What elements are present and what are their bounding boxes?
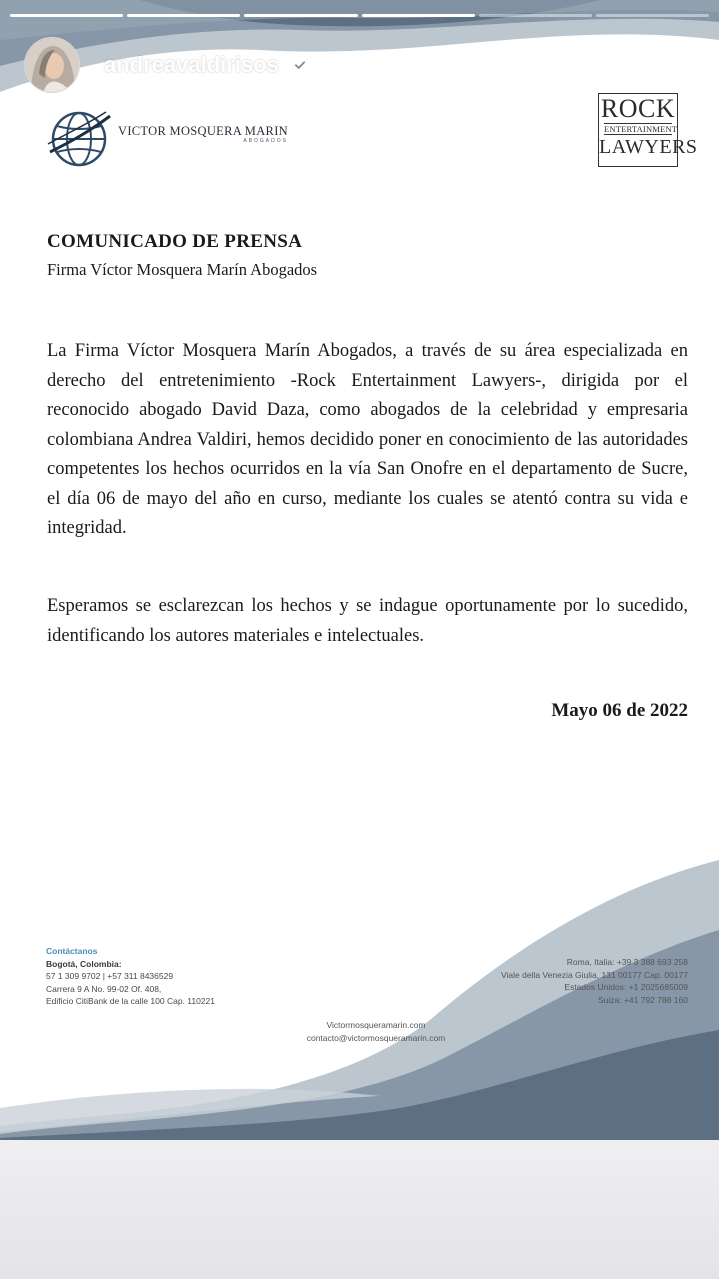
- contact-address-line: Carrera 9 A No. 99-02 Of. 408,: [46, 983, 162, 994]
- contact-email: contacto@victormosqueramarin.com: [306, 1032, 446, 1043]
- contact-rome: Roma, Italia: +39 3 388 693 258: [566, 957, 688, 967]
- contact-usa: Estados Unidos: +1 2025685009: [564, 982, 688, 992]
- progress-segment: [10, 14, 123, 17]
- firm-logo-text: [118, 124, 288, 144]
- contact-phones: 57 1 309 9702 | +57 311 8436529: [46, 971, 174, 981]
- story-header: [24, 36, 695, 94]
- firm-logo: [46, 104, 288, 170]
- progress-segment: [244, 14, 357, 17]
- avatar[interactable]: [24, 37, 80, 93]
- document-title: COMUNICADO DE PRENSA: [47, 231, 303, 252]
- progress-fill: [10, 14, 123, 17]
- progress-fill: [127, 14, 240, 17]
- contact-website: Victormosqueramarin.com: [326, 1020, 426, 1030]
- firm-logo-subtitle: ABOGADOS: [243, 138, 288, 144]
- contact-info-right: [501, 956, 688, 1006]
- progress-fill: [244, 14, 357, 17]
- rock-entertainment-lawyers-logo: [598, 93, 698, 167]
- more-options-icon[interactable]: [689, 48, 697, 78]
- contact-city: Bogotá, Colombia:: [46, 958, 122, 969]
- contact-info-left: [46, 945, 215, 1008]
- document-date: Mayo 06 de 2022: [551, 700, 688, 721]
- firm-logo-name: VICTOR MOSQUERA MARIN: [118, 124, 288, 138]
- contact-address-line: Edificio CitiBank de la calle 100 Cap. 110221: [46, 996, 216, 1006]
- globe-icon: [46, 104, 112, 170]
- avatar-image-icon: [25, 38, 80, 93]
- rock-logo-line-2: ENTERTAINMENT: [604, 124, 678, 134]
- story-bottom-area: [0, 1140, 719, 1279]
- contact-info-center: [276, 1019, 476, 1044]
- document-paragraph: La Firma Víctor Mosquera Marín Abogados, a través de su área especializada en derecho del entretenimiento -Rock Entertainment Lawyers-, dirigida por el reconocido abogado David Daza, como abogados de la celebridad y empresaria colombiana Andrea Valdiri, hemos decidido poner en conocimiento de las autoridades competentes los hechos ocurridos en la vía San Onofre en el departamento de Sucre, el día 06 de mayo del año en curso, mediante los cuales se atentó contra su vida e integridad.: [47, 341, 688, 538]
- username[interactable]: andreavaldirisos: [104, 52, 279, 77]
- contact-switzerland: Suiza: +41 792 788 160: [597, 994, 688, 1005]
- progress-fill: [362, 14, 475, 17]
- contact-heading: Contáctanos: [46, 946, 98, 956]
- progress-segment: [596, 14, 709, 17]
- progress-segment: [479, 14, 592, 17]
- rock-logo-line-1: ROCK: [600, 94, 676, 123]
- time-ago: 6 h: [320, 53, 351, 76]
- document-paragraph: Esperamos se esclarezcan los hechos y se indague oportunamente por lo sucedido, identificando los autores materiales e intelectuales.: [47, 596, 688, 646]
- story-progress-bars: [10, 14, 709, 17]
- contact-rome-address: Viale della Venezia Giulia, 131 00177 Cap. 00177: [501, 969, 688, 980]
- rock-logo-line-3: LAWYERS: [599, 136, 698, 158]
- verified-badge-icon: [289, 54, 311, 76]
- progress-segment: [362, 14, 475, 17]
- progress-segment: [127, 14, 240, 17]
- document-subtitle: Firma Víctor Mosquera Marín Abogados: [47, 260, 318, 279]
